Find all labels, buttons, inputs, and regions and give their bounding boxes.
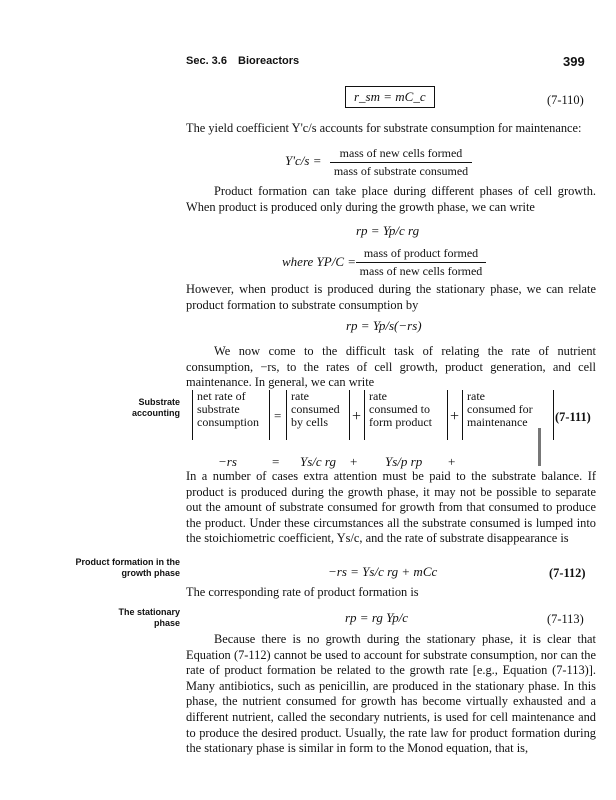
balance-plus-1: + [352,408,362,425]
para-balance: We now come to the difficult task of relating the rate of nutrient consumption, −rs, to the rates of cell growth, product generation, and cell maintenance. In general, we can write [186,344,596,390]
equation-7-113: rp = rg Yp/c [345,610,409,625]
yield-def-denominator: mass of substrate consumed [333,164,469,178]
yield-def-fraction [330,146,472,179]
yield-pc-numerator: mass of product formed [356,246,486,263]
equation-rp-growth: rp = Yp/c rg [356,223,420,238]
yield-pc-fraction [356,246,486,279]
margin-note-growth-phase: Product formation in the growth phase [75,557,180,578]
balance-term-maintenance: rate consumed for maintenance [462,390,554,440]
yield-intro-text: The yield coefficient Y'c/s accounts for substrate consumption for maintenance: [186,121,582,135]
para-product-growth: Product formation can take place during different phases of cell growth. When product is produced only during the growth phase, we can write [186,184,596,214]
text-cursor-mark [538,428,541,466]
page-number: 399 [563,54,585,69]
para-final: Because there is no growth during the stationary phase, it is clear that Equation (7-112) cannot be used to account for substrate consumption, nor can the rate of product formation be related to the growth rate [e.g., Equation (7-113)]. Many antibiotics, such as penicillin, are produced in the stationary phase. In this phase, the nutrient consumed for growth has become virtually exhausted and a different nutrient, called the secondary nutrients, is used for cell maintenance and to produce the desired product. Usually, the rate law for product formation during the stationary phase is similar in form to the Monod equation, that is, [186,632,596,756]
equation-number-7-112: (7-112) [549,566,586,580]
balance-symbol-product: Ys/p rp [385,454,423,469]
equation-number-7-111: (7-111) [555,410,591,424]
balance-term-cells: rate consumed by cells [286,390,350,440]
margin-note-substrate: Substrate accounting [131,397,180,418]
balance-term-net-rate: net rate of substrate consumption [192,390,270,440]
para-cases: In a number of cases extra attention must be paid to the substrate balance. If product is produced during the growth phase, it may not be possible to separate out the amount of substrate consumed for growth from that consumed to produce the product. Under these circumstances all the substrate consumed is lumped into the stoichiometric coefficient, Ys/c, and the rate of substrate disappearance is [186,469,596,546]
balance-term-product: rate consumed to form product [364,390,448,440]
section-label: Sec. 3.6 [186,55,227,67]
balance-symbol-plus-1: + [350,454,358,469]
balance-symbol-rs: −rs [218,454,237,469]
balance-symbol-cells: Ys/c rg [300,454,336,469]
equation-number-7-113: (7-113) [547,612,584,626]
equation-7-110: r_sm = mC_c [345,86,435,108]
para-stationary: However, when product is produced during the stationary phase, we can relate product formation to substrate consumption by [186,282,596,312]
yield-pc-denominator: mass of new cells formed [359,264,483,278]
margin-note-stationary: The stationary phase [118,607,180,628]
chapter-title: Bioreactors [238,55,300,67]
yield-def-lhs: Y'c/s = [285,153,322,168]
balance-equals: = [274,408,282,423]
balance-symbol-equals: = [272,454,280,469]
equation-rp-stationary: rp = Yp/s(−rs) [346,318,422,333]
yield-pc-lhs: where YP/C = [282,254,357,269]
yield-def-numerator: mass of new cells formed [330,146,472,163]
para-corresponding: The corresponding rate of product formation is [186,585,419,599]
balance-plus-2: + [450,408,460,425]
balance-symbol-plus-2: + [448,454,456,469]
equation-7-112: −rs = Ys/c rg + mCc [328,564,438,579]
equation-number-7-110: (7-110) [547,93,584,107]
